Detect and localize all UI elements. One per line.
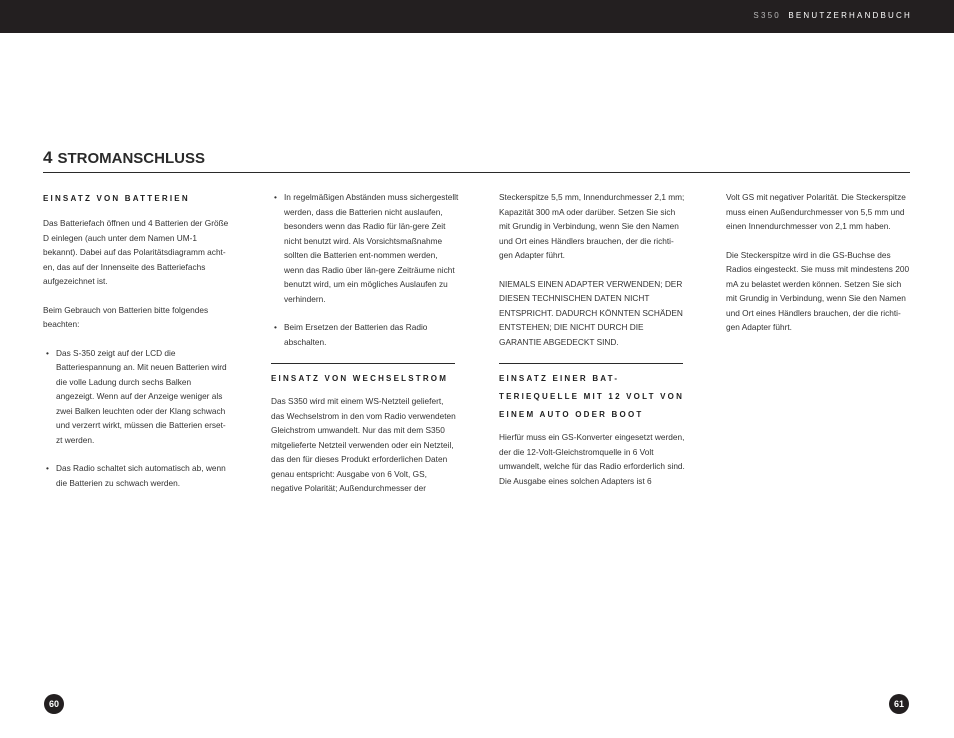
list-item: • Das S-350 zeigt auf der LCD die Batteriespannung an. Mit neuen Batterien wird die volle Ladung durch sechs Balken angezeigt. Wenn auf der Anzeige weniger als zwei Balken leuchten oder der Klang schwach und verzerrt wirkt, müssen die Batterien erset-zt werden. bbox=[43, 346, 231, 448]
column-3 bbox=[499, 190, 687, 502]
bullet-list bbox=[43, 346, 231, 491]
header-title: BENUTZERHANDBUCH bbox=[788, 11, 912, 20]
paragraph: Beim Gebrauch von Batterien bitte folgendes beachten: bbox=[43, 304, 209, 329]
paragraph: Hierfür muss ein GS-Konverter eingesetzt werden, der die 12-Volt-Gleichstromquelle in 6 Volt umwandelt, welche für das Radio erforderlich sind. Die Ausgabe eines solchen Adapters ist 6 bbox=[499, 432, 685, 486]
section-divider bbox=[499, 363, 683, 364]
list-item: • In regelmäßigen Abständen muss sichergestellt werden, dass die Batterien nicht auslaufen, besonders wenn das Radio für län-gere Zeit nicht benutzt wird. Als Vorsichtsmaßnahme sollten die Batterien ent-nommen werden, wenn das Radio über län-gere Zeiträume nicht benutzt wird, um ein mögliches Auslaufen zu verhindern. bbox=[271, 190, 459, 306]
chapter-divider bbox=[43, 172, 910, 173]
paragraph: Das S350 wird mit einem WS-Netzteil geliefert, das Wechselstrom in den vom Radio verwendeten Gleichstrom umwandelt. Nur das mit dem S350 mitgelieferte Netzteil verwenden oder ein Netzteil, das den für dieses Produkt erforderlichen Daten genau entspricht: Ausgabe von 6 Volt, GS, negative Polarität; Außendurchmesser der bbox=[271, 396, 456, 493]
section-heading-batteries: EINSATZ VON BATTERIEN bbox=[43, 194, 190, 203]
section-divider bbox=[271, 363, 455, 364]
list-item: • Das Radio schaltet sich automatisch ab, wenn die Batterien zu schwach werden. bbox=[43, 461, 231, 490]
column-2 bbox=[271, 190, 459, 510]
header-model: S350 bbox=[753, 11, 781, 20]
paragraph: Steckerspitze 5,5 mm, Innendurchmesser 2,1 mm; Kapazität 300 mA oder darüber. Setzen Sie sich mit Grundig in Verbindung, wenn Sie den Namen und Ort eines Händlers brauchen, der die richti-gen Adapter führt. bbox=[499, 192, 685, 260]
paragraph: Das Batteriefach öffnen und 4 Batterien der Größe D einlegen (auch unter dem Namen UM-1 bekannt). Dabei auf das Polaritätsdiagramm acht-en, das auf der Innenseite des Batteriefachs aufgezeichnet ist. bbox=[43, 218, 229, 286]
warning-paragraph: NIEMALS EINEN ADAPTER VERWENDEN; DER DIESEN TECHNISCHEN DATEN NICHT ENTSPRICHT. DADURCH KÖNNTEN SCHÄDEN ENTSTEHEN; DIE NICHT DURCH DIE GARANTIE ABGEDECKT SIND. bbox=[499, 278, 683, 347]
chapter-number: 4 bbox=[43, 148, 53, 167]
paragraph: Die Steckerspitze wird in die GS-Buchse des Radios eingesteckt. Sie muss mit mindestens 200 mA zu belastet werden können. Setzen Sie sich mit Grundig in Verbindung, wenn Sie den Namen und Ort eines Händlers brauchen, der die richti-gen Adapter führt. bbox=[726, 249, 910, 332]
section-heading-12v-source: EINSATZ EINER BAT-TERIEQUELLE MIT 12 VOLT VON EINEM AUTO ODER BOOT bbox=[499, 374, 685, 419]
chapter-title bbox=[43, 148, 205, 168]
list-item: • Beim Ersetzen der Batterien das Radio abschalten. bbox=[271, 320, 459, 349]
column-4 bbox=[726, 190, 914, 349]
running-header bbox=[753, 11, 912, 20]
bullet-list bbox=[271, 190, 459, 349]
chapter-name: STROMANSCHLUSS bbox=[57, 150, 205, 167]
page-number-left: 60 bbox=[44, 694, 64, 714]
page-number-right: 61 bbox=[889, 694, 909, 714]
header-bar bbox=[0, 0, 954, 33]
paragraph: Volt GS mit negativer Polarität. Die Steckerspitze muss einen Außendurchmesser von 5,5 mm und einen Innendurchmesser von 2,1 mm haben. bbox=[726, 192, 906, 231]
section-heading-ac-power: EINSATZ VON WECHSELSTROM bbox=[271, 374, 449, 383]
column-1 bbox=[43, 190, 231, 504]
